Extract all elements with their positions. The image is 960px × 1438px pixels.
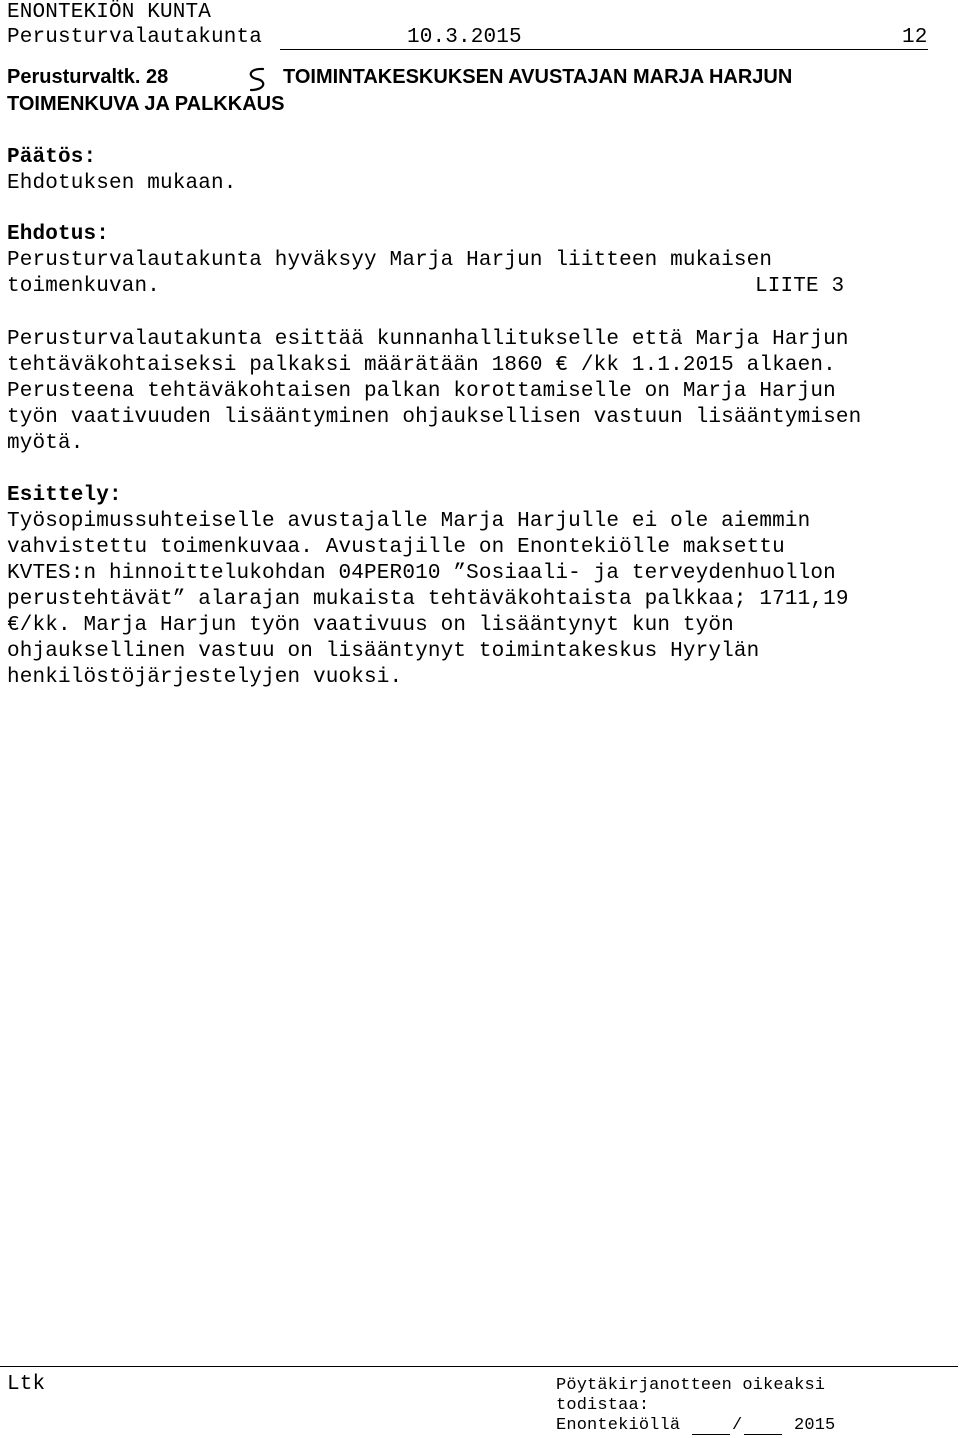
- presentation-line: henkilöstöjärjestelyjen vuoksi.: [7, 666, 403, 689]
- certify-line2: todistaa:: [556, 1396, 650, 1415]
- month-blank: [744, 1434, 782, 1435]
- footer-board-abbrev: Ltk: [7, 1373, 46, 1396]
- presentation-line: €/kk. Marja Harjun työn vaativuus on lisääntynyt kun työn: [7, 614, 734, 637]
- presentation-line: ohjauksellinen vastuu on lisääntynyt toimintakeskus Hyrylän: [7, 640, 760, 663]
- proposal-line: toimenkuvan.: [7, 275, 161, 298]
- paragraph-icon: [245, 66, 269, 94]
- presentation-line: Työsopimussuhteiselle avustajalle Marja Harjulle ei ole aiemmin: [7, 510, 811, 533]
- presentation-line: perustehtävät” alarajan mukaista tehtäväkohtaista palkkaa; 1711,19: [7, 588, 849, 611]
- header-rule: [280, 49, 928, 50]
- certify-year: 2015: [794, 1416, 836, 1435]
- attachment-ref: LIITE 3: [755, 275, 845, 298]
- municipality-name: ENONTEKIÖN KUNTA: [7, 1, 212, 24]
- proposal-label: Ehdotus:: [7, 223, 110, 246]
- section-ref: Perusturvaltk. 28: [7, 66, 169, 88]
- date-separator: /: [732, 1416, 743, 1435]
- presentation-line: vahvistettu toimenkuvaa. Avustajille on Enontekiölle maksettu: [7, 536, 785, 559]
- decision-label: Päätös:: [7, 146, 97, 169]
- certify-line1: Pöytäkirjanotteen oikeaksi: [556, 1376, 826, 1395]
- certify-place: Enontekiöllä: [556, 1416, 681, 1435]
- proposal-line: Perusteena tehtäväkohtaisen palkan korottamiselle on Marja Harjun: [7, 380, 836, 403]
- proposal-line: Perusturvalautakunta hyväksyy Marja Harjun liitteen mukaisen: [7, 249, 773, 272]
- presentation-line: KVTES:n hinnoittelukohdan 04PER010 ”Sosiaali- ja terveydenhuollon: [7, 562, 836, 585]
- decision-text: Ehdotuksen mukaan.: [7, 172, 237, 195]
- section-title-line2: TOIMENKUVA JA PALKKAUS: [7, 93, 285, 115]
- presentation-label: Esittely:: [7, 484, 122, 507]
- proposal-line: myötä.: [7, 432, 84, 455]
- page-number: 12: [902, 26, 928, 49]
- proposal-line: tehtäväkohtaiseksi palkaksi määrätään 1860 € /kk 1.1.2015 alkaen.: [7, 354, 836, 377]
- section-title-line1: TOIMINTAKESKUKSEN AVUSTAJAN MARJA HARJUN: [283, 66, 793, 88]
- board-name: Perusturvalautakunta: [7, 26, 263, 49]
- meeting-date: 10.3.2015: [407, 26, 522, 49]
- proposal-line: työn vaativuuden lisääntyminen ohjauksellisen vastuun lisääntymisen: [7, 406, 862, 429]
- day-blank: [692, 1434, 730, 1435]
- proposal-line: Perusturvalautakunta esittää kunnanhallitukselle että Marja Harjun: [7, 328, 849, 351]
- footer-rule: [0, 1366, 958, 1367]
